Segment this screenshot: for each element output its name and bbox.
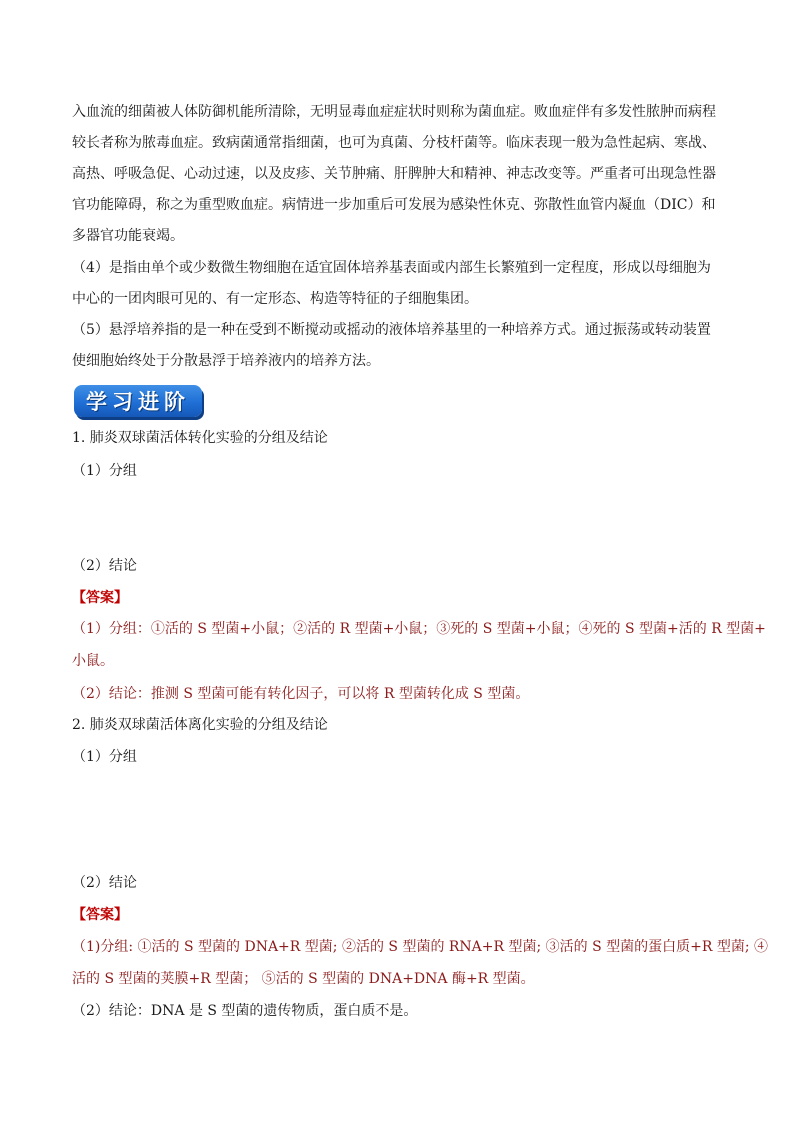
question-2-answer-2: （2）结论：DNA 是 S 型菌的遗传物质，蛋白质不是。 <box>72 1003 418 1019</box>
section-banner-label: 学习进阶 <box>86 390 190 414</box>
intro-paragraph-colony: （4）是指由单个或少数微生物细胞在适宜固体培养基表面或内部生长繁殖到一定程度，形成以母细胞为中心的一团肉眼可见的、有一定形态、构造等特征的子细胞集团。 <box>72 260 711 307</box>
question-2-answer-1-line-1: （1)分组: ①活的 S 型菌的 DNA+R 型菌; ②活的 S 型菌的 RNA+R 型菌; ③活的 S 型菌的蛋白质+R 型菌; ④ <box>72 939 769 955</box>
question-2-part-1: （1）分组 <box>72 749 137 765</box>
question-2-answer-heading: 【答案】 <box>72 907 128 923</box>
question-2-part-2: （2）结论 <box>72 875 137 891</box>
section-banner <box>74 385 202 417</box>
question-1-answer-heading: 【答案】 <box>72 590 128 606</box>
question-1-answer-1-line-2: 小鼠。 <box>72 653 114 669</box>
question-1-answer-2: （2）结论：推测 S 型菌可能有转化因子，可以将 R 型菌转化成 S 型菌。 <box>72 686 530 702</box>
intro-paragraph-suspension: （5）悬浮培养指的是一种在受到不断搅动或摇动的液体培养基里的一种培养方式。通过振荡或转动装置使细胞始终处于分散悬浮于培养液内的培养方法。 <box>72 322 711 369</box>
question-1-part-1: （1）分组 <box>72 463 137 479</box>
question-2-title: 2. 肺炎双球菌活体离化实验的分组及结论 <box>72 717 328 733</box>
intro-paragraph-sepsis: 入血流的细菌被人体防御机能所清除，无明显毒血症症状时则称为菌血症。败血症伴有多发性脓肿而病程较长者称为脓毒血症。致病菌通常指细菌，也可为真菌、分枝杆菌等。临床表现一般为急性起病、寒战、高热、呼吸急促、心动过速，以及皮疹、关节肿痛、肝脾肿大和精神、神志改变等。严重者可出现急性器官功能障碍，称之为重型败血症。病情进一步加重后可发展为感染性休克、弥散性血管内凝血（DIC）和多器官功能衰竭。 <box>72 104 716 244</box>
question-1-title: 1. 肺炎双球菌活体转化实验的分组及结论 <box>72 430 328 446</box>
question-2-answer-1-line-2: 活的 S 型菌的荚膜+R 型菌； ⑤活的 S 型菌的 DNA+DNA 酶+R 型菌。 <box>72 971 535 987</box>
question-1-part-2: （2）结论 <box>72 558 137 574</box>
question-1-answer-1-line-1: （1）分组：①活的 S 型菌+小鼠；②活的 R 型菌+小鼠；③死的 S 型菌+小鼠；④死的 S 型菌+活的 R 型菌+ <box>72 621 766 637</box>
